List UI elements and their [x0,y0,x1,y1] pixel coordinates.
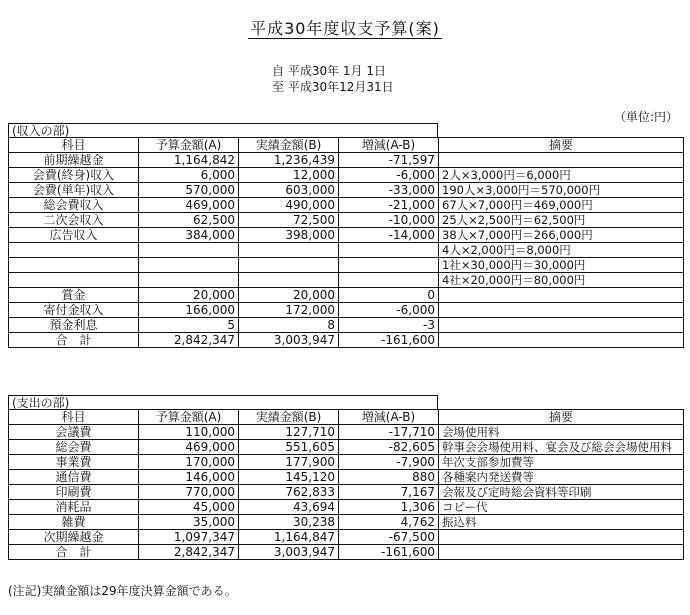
col-header-budget: 予算金額(A) [139,410,239,425]
cell-diff: -82,605 [339,440,439,455]
col-header-item: 科目 [9,138,139,153]
table-row [9,333,684,348]
cell-budget: 469,000 [139,440,239,455]
cell-budget: 35,000 [139,515,239,530]
cell-budget: 1,164,842 [139,153,239,168]
cell-diff: -14,000 [339,228,439,243]
cell-diff: 4,762 [339,515,439,530]
cell-item: 総会費収入 [9,198,139,213]
cell-diff: -7,900 [339,455,439,470]
cell-actual [239,273,339,288]
footnote: (注記)実績金額は29年度決算金額である。 [8,584,237,598]
col-header-note: 摘要 [439,138,684,153]
col-header-actual: 実績金額(B) [239,410,339,425]
cell-note [439,333,684,348]
income-section-label: (収入の部) [8,123,438,137]
table-row [9,243,684,258]
cell-note: 各種案内発送費等 [439,470,684,485]
cell-diff: 7,167 [339,485,439,500]
cell-diff: 0 [339,288,439,303]
cell-budget: 2,842,347 [139,545,239,560]
cell-actual: 8 [239,318,339,333]
cell-actual: 762,833 [239,485,339,500]
cell-note: 幹事会会場使用料、宴会及び総会会場使用料 [439,440,684,455]
cell-budget: 110,000 [139,425,239,440]
col-header-item: 科目 [9,410,139,425]
table-row [9,168,684,183]
cell-actual: 1,236,439 [239,153,339,168]
cell-note: 振込料 [439,515,684,530]
cell-budget: 570,000 [139,183,239,198]
col-header-diff: 増減(A-B) [339,410,439,425]
table-row [9,485,684,500]
cell-note: 2人×3,000円＝6,000円 [439,168,684,183]
cell-budget: 45,000 [139,500,239,515]
cell-item: 総会費 [9,440,139,455]
cell-note [439,288,684,303]
table-row [9,198,684,213]
unit-label: （単位:円） [613,110,678,124]
cell-item: 前期繰越金 [9,153,139,168]
cell-item: 合 計 [9,545,139,560]
cell-item: 会費(単年)収入 [9,183,139,198]
cell-budget: 770,000 [139,485,239,500]
cell-note: 4社×20,000円＝80,000円 [439,273,684,288]
table-row [9,440,684,455]
cell-actual: 127,710 [239,425,339,440]
cell-budget: 146,000 [139,470,239,485]
table-row [9,545,684,560]
table-row [9,258,684,273]
table-row [9,303,684,318]
cell-budget: 1,097,347 [139,530,239,545]
cell-item: 賞金 [9,288,139,303]
cell-actual: 30,238 [239,515,339,530]
cell-diff: -3 [339,318,439,333]
table-row [9,213,684,228]
table-row [9,425,684,440]
cell-diff: -33,000 [339,183,439,198]
cell-actual [239,243,339,258]
expense-table [8,409,684,560]
cell-note: 67人×7,000円＝469,000円 [439,198,684,213]
cell-item: 消耗品 [9,500,139,515]
cell-budget: 166,000 [139,303,239,318]
cell-budget [139,273,239,288]
cell-diff [339,258,439,273]
cell-note [439,530,684,545]
table-row [9,500,684,515]
cell-note [439,545,684,560]
cell-actual: 603,000 [239,183,339,198]
col-header-budget: 予算金額(A) [139,138,239,153]
cell-actual: 3,003,947 [239,333,339,348]
table-row [9,288,684,303]
cell-diff: -67,500 [339,530,439,545]
period-to: 至 平成30年12月31日 [272,80,394,94]
cell-item: 預金利息 [9,318,139,333]
table-row [9,530,684,545]
cell-budget [139,243,239,258]
cell-diff [339,273,439,288]
cell-note [439,153,684,168]
cell-item: 二次会収入 [9,213,139,228]
cell-item [9,243,139,258]
cell-diff: -6,000 [339,303,439,318]
table-row [9,183,684,198]
cell-diff: 1,306 [339,500,439,515]
cell-actual: 20,000 [239,288,339,303]
page-title: 平成30年度収支予算(案) [250,19,440,38]
cell-item: 寄付金収入 [9,303,139,318]
cell-actual: 3,003,947 [239,545,339,560]
income-table [8,137,684,348]
cell-item: 合 計 [9,333,139,348]
table-row [9,273,684,288]
table-row [9,318,684,333]
cell-budget: 20,000 [139,288,239,303]
cell-note: 25人×2,500円＝62,500円 [439,213,684,228]
cell-item: 印刷費 [9,485,139,500]
cell-budget: 384,000 [139,228,239,243]
cell-diff: -71,597 [339,153,439,168]
cell-item: 会費(終身)収入 [9,168,139,183]
cell-note: 38人×7,000円＝266,000円 [439,228,684,243]
cell-budget: 2,842,347 [139,333,239,348]
cell-diff [339,243,439,258]
cell-actual [239,258,339,273]
cell-note [439,318,684,333]
cell-note: 1社×30,000円＝30,000円 [439,258,684,273]
cell-note: 会報及び定時総会資料等印刷 [439,485,684,500]
cell-diff: -161,600 [339,333,439,348]
cell-note: 年次支部参加費等 [439,455,684,470]
cell-budget: 469,000 [139,198,239,213]
cell-note: 190人×3,000円＝570,000円 [439,183,684,198]
cell-item [9,258,139,273]
cell-note [439,303,684,318]
table-row [9,515,684,530]
cell-diff: 880 [339,470,439,485]
cell-actual: 551,605 [239,440,339,455]
col-header-diff: 増減(A-B) [339,138,439,153]
cell-diff: -6,000 [339,168,439,183]
cell-budget: 5 [139,318,239,333]
cell-actual: 72,500 [239,213,339,228]
cell-item: 会議費 [9,425,139,440]
cell-actual: 177,900 [239,455,339,470]
cell-actual: 490,000 [239,198,339,213]
cell-actual: 12,000 [239,168,339,183]
table-row [9,455,684,470]
cell-actual: 145,120 [239,470,339,485]
cell-budget: 6,000 [139,168,239,183]
cell-diff: -21,000 [339,198,439,213]
cell-item: 広告収入 [9,228,139,243]
cell-diff: -17,710 [339,425,439,440]
cell-diff: -161,600 [339,545,439,560]
table-row [9,153,684,168]
cell-budget: 62,500 [139,213,239,228]
cell-item: 雑費 [9,515,139,530]
cell-note: 4人×2,000円＝8,000円 [439,243,684,258]
period-from: 自 平成30年 1月 1日 [272,64,386,78]
cell-diff: -10,000 [339,213,439,228]
cell-actual: 1,164,847 [239,530,339,545]
cell-item: 事業費 [9,455,139,470]
expense-section-label: (支出の部) [8,395,438,409]
cell-item: 通信費 [9,470,139,485]
cell-item: 次期繰越金 [9,530,139,545]
table-row [9,470,684,485]
cell-actual: 43,694 [239,500,339,515]
cell-actual: 172,000 [239,303,339,318]
table-row [9,228,684,243]
cell-budget [139,258,239,273]
col-header-actual: 実績金額(B) [239,138,339,153]
cell-note: コピー代 [439,500,684,515]
cell-actual: 398,000 [239,228,339,243]
cell-item [9,273,139,288]
cell-budget: 170,000 [139,455,239,470]
cell-note: 会場使用料 [439,425,684,440]
col-header-note: 摘要 [439,410,684,425]
